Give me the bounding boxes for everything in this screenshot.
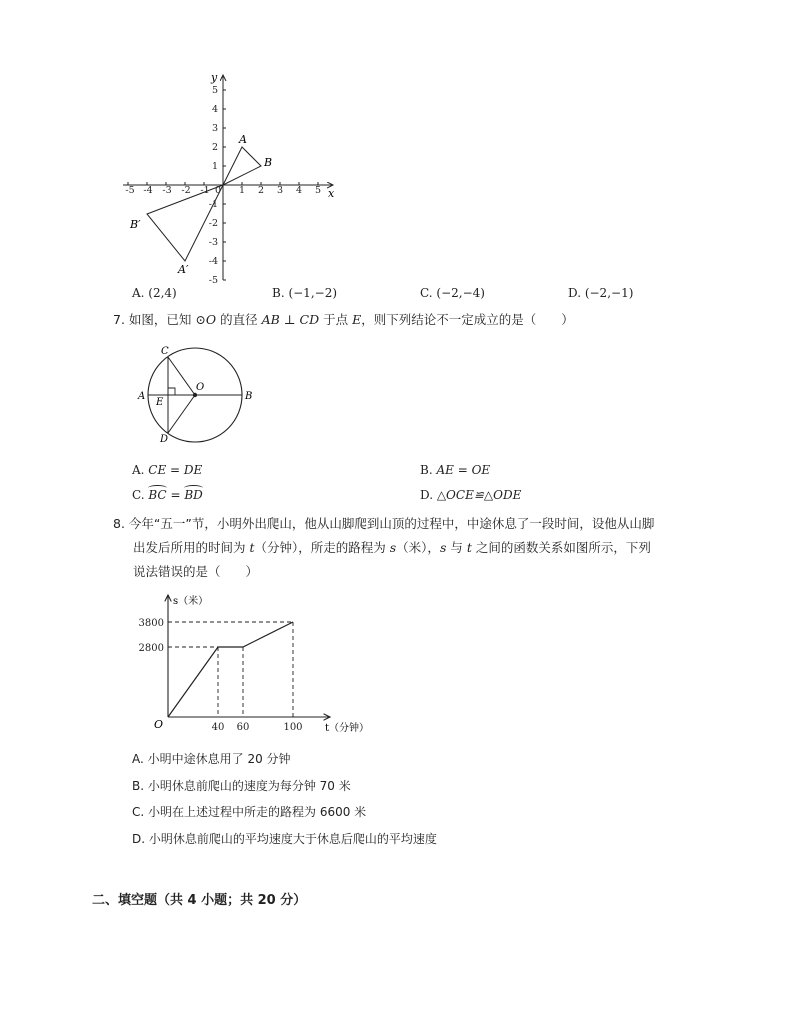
y-tick-label: 5 (211, 85, 218, 96)
y-tick-label: -3 (208, 237, 218, 248)
x-tick-label: -5 (125, 185, 135, 196)
q6-coordinate-graph (118, 70, 348, 285)
q8-option-a[interactable]: A. 小明中途休息用了 20 分钟 (132, 752, 291, 766)
section-2-title: 二、填空题（共 4 小题；共 20 分） (92, 893, 307, 908)
x-tick-label: -1 (200, 185, 210, 196)
origin-label: O (154, 718, 164, 731)
t-axis-label: t（分钟） (325, 723, 370, 734)
q8-option-b[interactable]: B. 小明休息前爬山的速度为每分钟 70 米 (132, 778, 351, 793)
q8-option-d[interactable]: D. 小明休息前爬山的平均速度大于休息后爬山的平均速度 (132, 831, 437, 846)
x-tick-label: -4 (143, 185, 153, 196)
q7-option-a[interactable]: A. CE = DE (132, 463, 203, 477)
x-tick-label: 3 (276, 185, 284, 196)
label-o: O (196, 382, 205, 393)
y-tick-label: 4 (211, 104, 218, 115)
origin-label: 0 (214, 185, 222, 196)
q8-line-2: 出发后所用的时间为 t（分钟），所走的路程为 s（米），s 与 t 之间的函数关系如图所示，下列 (133, 540, 651, 555)
q8-line-1: 8. 今年“五一”节，小明外出爬山，他从山脚爬到山顶的过程中，中途休息了一段时间，设他从山脚 (113, 516, 655, 531)
x-tick-label: 2 (257, 185, 265, 196)
arc-bc: BC (148, 488, 167, 502)
segment-oc (168, 357, 195, 395)
x-tick-label: -2 (181, 185, 191, 196)
segment-od (168, 395, 195, 433)
y-tick-label: -1 (208, 199, 218, 210)
triangle-oab (223, 147, 261, 185)
y-tick-label: 1 (211, 161, 218, 172)
y-tick-label: 2800 (138, 643, 164, 654)
y-axis-label: y (211, 71, 218, 84)
label-b: B (245, 391, 253, 402)
label-d: D (160, 434, 169, 445)
q8-option-c[interactable]: C. 小明在上述过程中所走的路程为 6600 米 (132, 805, 367, 819)
q6-option-d[interactable]: D. (−2,−1) (568, 286, 634, 300)
x-tick-label: 4 (295, 185, 303, 196)
point-a-label: A (239, 133, 247, 146)
s-axis-label: s（米） (173, 596, 209, 607)
q7-option-d[interactable]: D. △OCE≌△ODE (420, 488, 522, 502)
center-point (193, 393, 197, 397)
x-tick-label: 5 (314, 185, 322, 196)
q6-option-a[interactable]: A. (2,4) (132, 286, 177, 300)
arc-bd: BD (184, 488, 203, 502)
x-tick-label: 60 (236, 722, 250, 733)
q8-line-3: 说法错误的是（ ） (133, 564, 259, 579)
q8-series-line (168, 622, 293, 717)
q7-circle-figure (132, 342, 262, 446)
q6-option-c[interactable]: C. (−2,−4) (420, 286, 485, 300)
x-tick-label: 1 (238, 185, 246, 196)
q7-stem: 7. 如图，已知 ⊙O 的直径 AB ⊥ CD 于点 E，则下列结论不一定成立的是（ ） (113, 312, 574, 327)
q8-options (132, 746, 437, 852)
label-e: E (156, 397, 164, 408)
point-b-prime-label: B′ (130, 218, 141, 231)
point-b-label: B (264, 156, 273, 169)
y-tick-label: -5 (208, 275, 218, 285)
point-a-prime-label: A′ (178, 263, 189, 276)
y-tick-label: -4 (208, 256, 218, 267)
y-tick-label: -2 (208, 218, 218, 229)
x-axis-label: x (328, 187, 335, 200)
label-a: A (138, 391, 146, 402)
x-tick-label: -3 (162, 185, 172, 196)
label-c: C (161, 346, 169, 357)
q6-option-b[interactable]: B. (−1,−2) (272, 286, 338, 300)
y-tick-label: 2 (211, 142, 218, 153)
q8-distance-time-chart (134, 590, 384, 740)
q7-number: 7. (113, 312, 125, 327)
y-tick-label: 3 (211, 123, 218, 134)
q7-option-b[interactable]: B. AE = OE (420, 463, 491, 477)
right-angle-mark (168, 388, 175, 395)
y-tick-label: 3800 (138, 618, 164, 629)
q8-stem (113, 512, 723, 584)
q7-option-c[interactable]: C. BC = BD (132, 488, 203, 502)
x-tick-label: 100 (283, 722, 303, 733)
x-tick-label: 40 (211, 722, 225, 733)
